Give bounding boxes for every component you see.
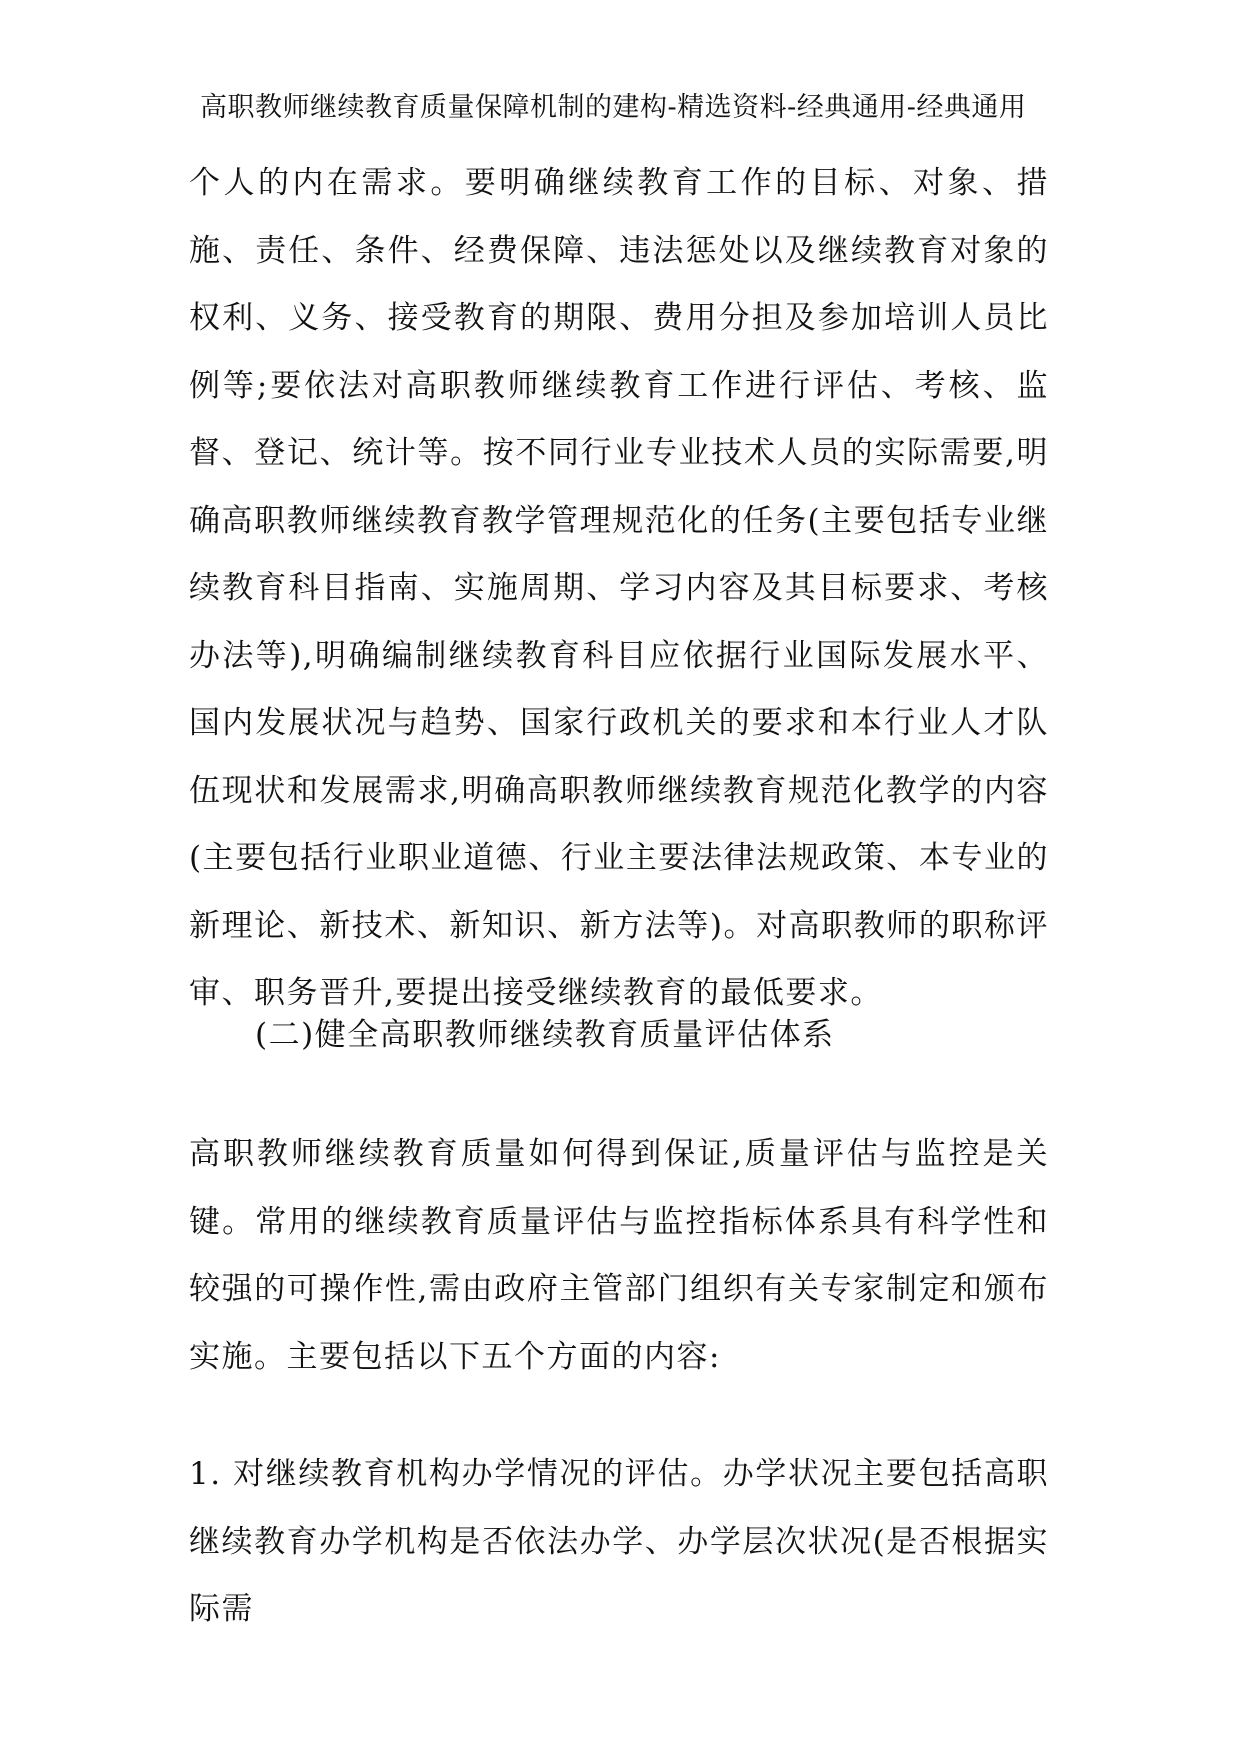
body-paragraph-1: 个人的内在需求。要明确继续教育工作的目标、对象、措施、责任、条件、经费保障、违法惩处以及继续教育对象的权利、义务、接受教育的期限、费用分担及参加培训人员比例等;要依法对高职教师继续教育工作进行评估、考核、监督、登记、统计等。按不同行业专业技术人员的实际需要,明确高职教师继续教育教学管理规范化的任务(主要包括专业继续教育科目指南、实施周期、学习内容及其目标要求、考核办法等),明确编制继续教育科目应依据行业国际发展水平、国内发展状况与趋势、国家行政机关的要求和本行业人才队伍现状和发展需求,明确高职教师继续教育规范化教学的内容(主要包括行业职业道德、行业主要法律法规政策、本专业的新理论、新技术、新知识、新方法等)。对高职教师的职称评审、职务晋升,要提出接受继续教育的最低要求。 xyxy=(189,165,1049,1011)
page-header: 高职教师继续教育质量保障机制的建构-精选资料-经典通用-经典通用 xyxy=(200,92,1027,123)
body-paragraph-3: 1. 对继续教育机构办学情况的评估。办学状况主要包括高职继续教育办学机构是否依法办学、办学层次状况(是否根据实际需 xyxy=(189,1456,1049,1627)
body-paragraph-2: 高职教师继续教育质量如何得到保证,质量评估与监控是关键。常用的继续教育质量评估与监控指标体系具有科学性和较强的可操作性,需由政府主管部门组织有关专家制定和颁布实施。主要包括以下五个方面的内容: xyxy=(189,1136,1049,1375)
section-heading: (二)健全高职教师继续教育质量评估体系 xyxy=(255,1017,835,1053)
